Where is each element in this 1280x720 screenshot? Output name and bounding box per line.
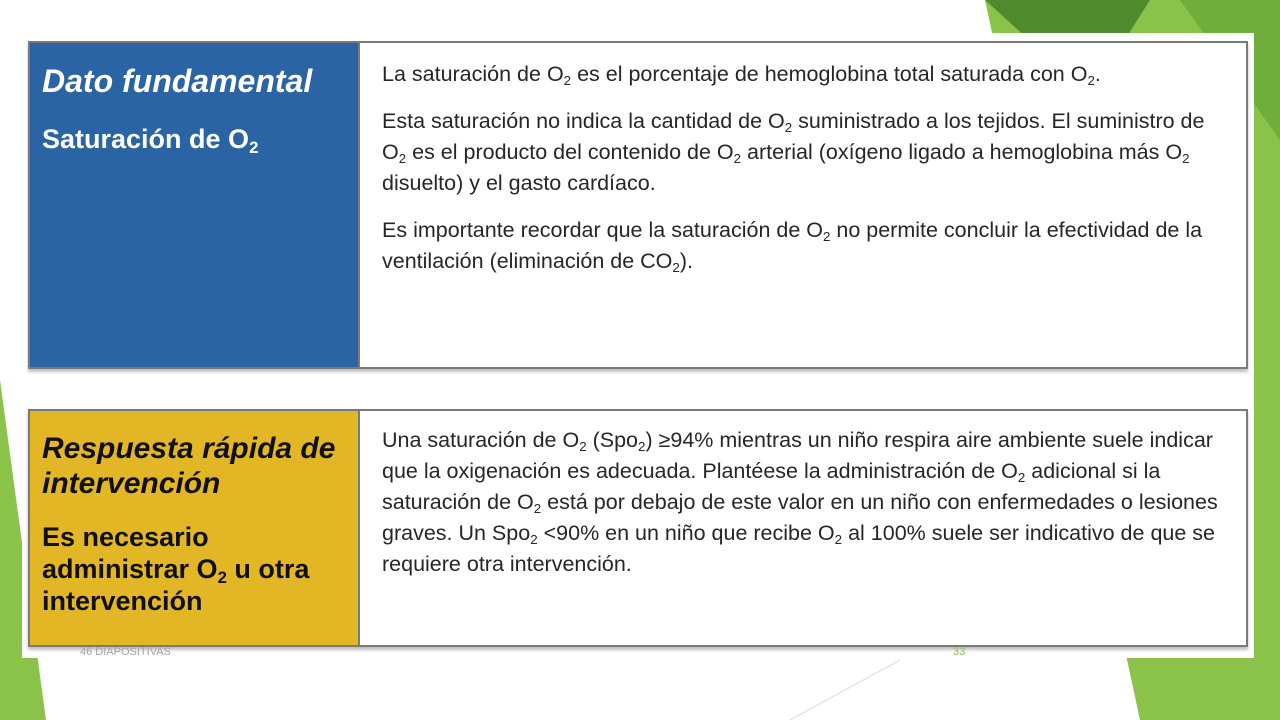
slide-number: 33 [953, 646, 966, 658]
rapid-response-body [360, 411, 1246, 645]
rapid-response-header [30, 411, 360, 645]
rapid-response-subtitle: Es necesario administrar $O_2$ u otra intervención [42, 522, 310, 616]
rapid-response-paragraph: Una saturación de $O_2$ (Spo$_2$) ≥94% mientras un niño respira aire ambiente suele indicar que la oxigenación es adecuada. Plantéese la administración de $O_2$ adicional si la saturación de $O_2$ está por debajo de este valor en un niño con enfermedades o lesiones graves. Un Spo$_2$ <90% en un niño que recibe $O_2$ al 100% suele ser indicativo de que se requiere otra intervención. [382, 428, 1218, 576]
thin-decor-line [790, 660, 900, 720]
rapid-response-title: Respuesta rápida de intervención [42, 432, 336, 500]
footer-label: 46 DIAPOSITIVAS [80, 646, 171, 658]
key-fact-box [28, 41, 1248, 369]
key-fact-header [30, 43, 360, 367]
key-fact-body [360, 43, 1246, 367]
slide-content-image [22, 33, 1254, 658]
key-fact-title: Dato fundamental [42, 63, 313, 99]
key-fact-paragraph-2: Esta saturación no indica la cantidad de $O_2$ suministrado a los tejidos. El suministro de $O_2$ es el producto del contenido de $O_2$ arterial (oxígeno ligado a hemoglobina más $O_2$ disuelto) y el gasto cardíaco. [382, 109, 1205, 195]
key-fact-paragraph-1: La saturación de $O_2$ es el porcentaje de hemoglobina total saturada con $O_2$. [382, 62, 1101, 88]
key-fact-subtitle: Saturación de $O_2$ [42, 124, 259, 158]
rapid-response-box [28, 409, 1248, 647]
key-fact-paragraph-3: Es importante recordar que la saturación de $O_2$ no permite concluir la efectividad de la ventilación (eliminación de $CO_2$). [382, 218, 1203, 275]
